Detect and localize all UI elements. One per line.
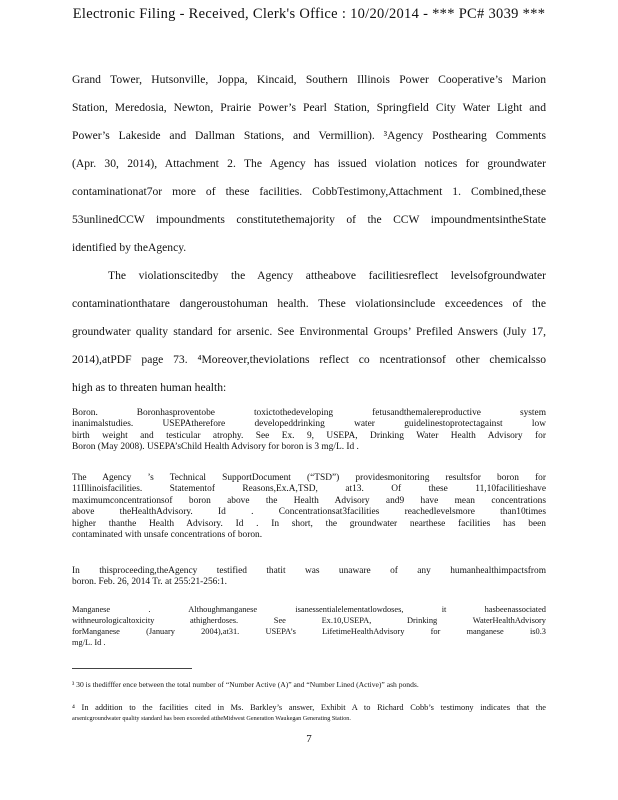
text-line: higher thanthe Health Advisory. Id . In short, the groundwater nearthese facilities has been <box>72 518 546 529</box>
footnote-3: ³ 30 is thedifffer ence between the total number of “Number Active (A)” and “Number Lined (Active)” ash ponds. <box>72 680 419 689</box>
text-line: contaminationat7or more of these facilities. CobbTestimony,Attachment 1. Combined,these <box>72 185 546 198</box>
text-line: 53unlinedCCW impoundments constitutethemajority of the CCW impoundmentsintheState <box>72 213 546 226</box>
text-line: Station, Meredosia, Newton, Prairie Power’s Pearl Station, Springfield City Water Light and <box>72 101 546 114</box>
text-line: groundwater quality standard for arsenic. See Environmental Groups’ Prefiled Answers (July 17, <box>72 325 546 338</box>
text-line: above theHealthAdvisory. Id . Concentrationsat3facilities reachedlevelsmore than10times <box>72 507 546 518</box>
footnote-4 <box>72 702 546 724</box>
manganese-block <box>72 604 546 648</box>
tsd-block <box>72 473 546 541</box>
footnote-divider <box>72 668 192 669</box>
text-line: boron. Feb. 26, 2014 Tr. at 255:21-256:1. <box>72 577 227 588</box>
text-line: 2014),atPDF page 73. ⁴Moreover,theviolations reflect co ncentrationsof other chemicalsso <box>72 353 546 366</box>
boron-block <box>72 408 546 454</box>
text-line: Manganese . Althoughmanganese isanessentialelementatlowdoses, it hasbeenassociated <box>72 605 546 614</box>
paragraph-facilities <box>72 66 546 262</box>
text-line: high as to threaten human health: <box>72 381 227 394</box>
text-line: forManganese (January 2004),at31. USEPA’s LifetimeHealthAdvisory for manganese is0.3 <box>72 627 546 636</box>
proceeding-block <box>72 566 546 589</box>
text-line: mg/L. Id . <box>72 638 106 647</box>
text-line: The violationscitedby the Agency attheabove facilitiesreflect levelsofgroundwater <box>108 269 546 282</box>
text-line: The Agency ’s Technical SupportDocument (“TSD”) providesmonitoring resultsfor boron for <box>72 473 546 483</box>
page-number: 7 <box>306 733 312 745</box>
text-line: inanimalstudies. USEPAtherefore developeddrinking water guidelinestoprotectagainst low <box>72 419 546 430</box>
text-line: contaminated with unsafe concentrations of boron. <box>72 529 263 540</box>
text-line: 11Illinoisfacilities. Statementof Reasons,Ex.A,TSD, at13. Of these 11,10facilitieshave <box>72 484 546 495</box>
text-line: birth weight and testicular atrophy. See Ex. 9, USEPA, Drinking Water Health Advisory for <box>72 430 546 441</box>
text-line: Boron (May 2008). USEPA’sChild Health Advisory for boron is 3 mg/L. Id . <box>72 442 359 453</box>
text-line: withneurologicaltoxicity athigherdoses. See Ex.10,USEPA, Drinking WaterHealthAdvisory <box>72 616 546 625</box>
text-line: contaminationthatare dangeroustohuman health. These violationsinclude exceedences of the <box>72 297 546 310</box>
text-line: (Apr. 30, 2014), Attachment 2. The Agency has issued violation notices for groundwater <box>72 157 546 170</box>
paragraph-violations <box>72 262 546 402</box>
text-line: Power’s Lakeside and Dallman Stations, and Vermillion). ³Agency Posthearing Comments <box>72 129 546 142</box>
text-line: In thisproceeding,theAgency testified thatit was unaware of any humanhealthimpactsfrom <box>72 566 546 576</box>
electronic-filing-header: Electronic Filing - Received, Clerk's Office : 10/20/2014 - *** PC# 3039 *** <box>72 6 546 22</box>
text-line: maximumconcentrationsof boron above the Health Advisory and9 have mean concentrations <box>72 495 546 506</box>
text-line: arsenicgroundwater quality standard has been exceeded attheMidwest Generation Waukegan Generating Station. <box>72 715 351 722</box>
text-line: ⁴ In addition to the facilities cited in Ms. Barkley’s answer, Exhibit A to Richard Cobb’s testimony indicates that the <box>72 703 546 712</box>
text-line: identified by theAgency. <box>72 241 187 254</box>
text-line: Grand Tower, Hutsonville, Joppa, Kincaid, Southern Illinois Power Cooperative’s Marion <box>72 73 546 86</box>
text-line: Boron. Boronhasproventobe toxictothedeveloping fetusandthemalereproductive system <box>72 408 546 418</box>
